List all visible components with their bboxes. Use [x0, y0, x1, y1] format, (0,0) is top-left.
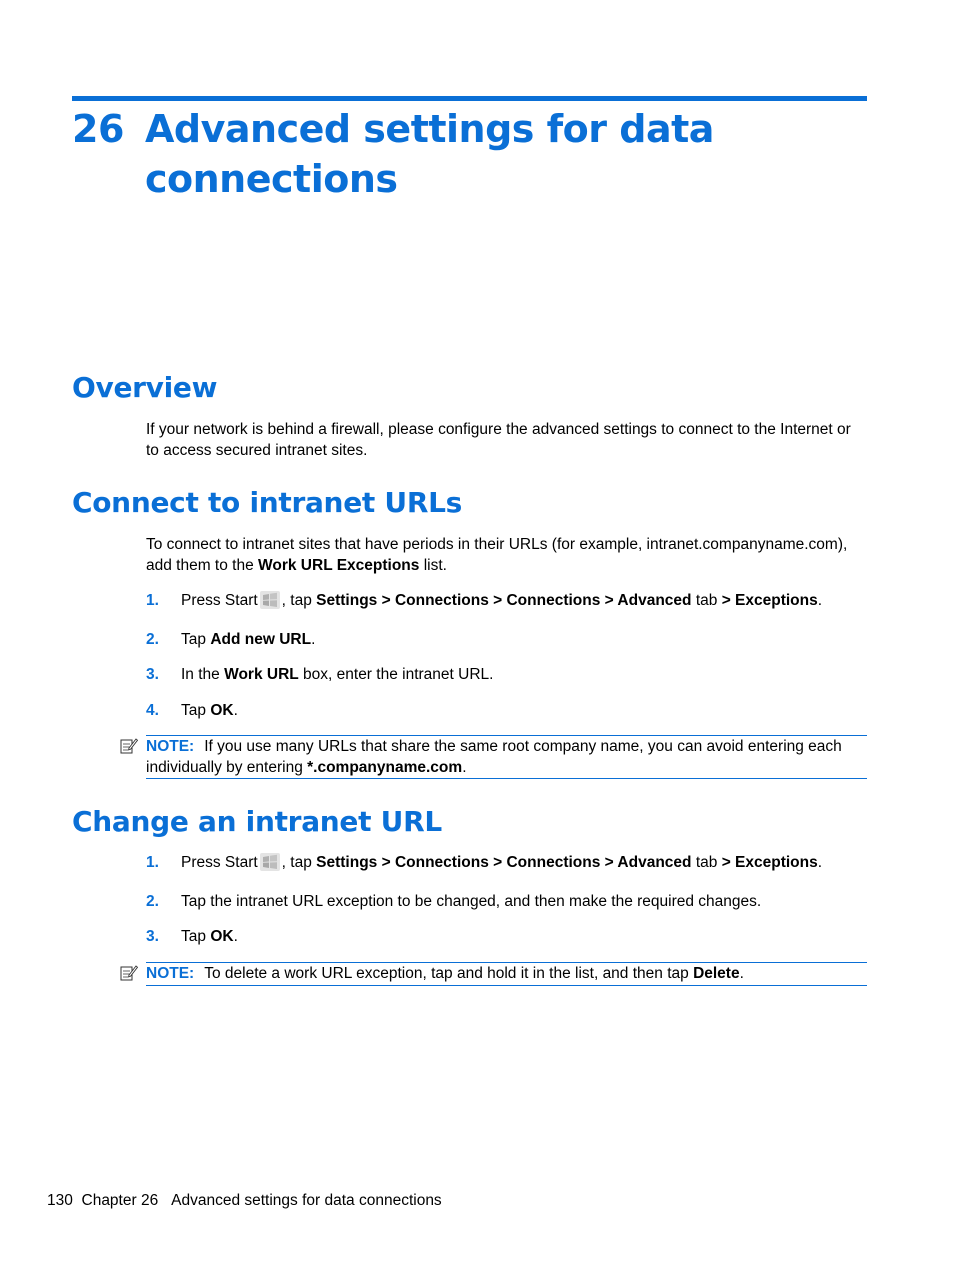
note-text	[146, 736, 867, 778]
footer-title: Advanced settings for data connections	[171, 1192, 442, 1209]
note-label: NOTE:	[146, 965, 195, 982]
connect-intro-text: To connect to intranet sites that have periods in their URLs (for example, intranet.companyname.com), add them to the	[146, 536, 848, 574]
step-number: 2.	[146, 631, 159, 648]
step-text: Tap	[181, 928, 211, 945]
step-text: , tap	[281, 854, 317, 871]
step-bold: Work URL	[224, 666, 299, 683]
note-pencil-icon	[120, 964, 138, 982]
chapter-rule	[72, 96, 867, 101]
step-text: In the	[181, 666, 225, 683]
step-number: 1.	[146, 854, 159, 871]
note-text	[146, 963, 867, 984]
windows-start-icon	[260, 591, 280, 609]
change-note	[120, 962, 867, 986]
note-end: .	[739, 965, 744, 982]
note-body: If you use many URLs that share the same root company name, you can avoid entering each individually by entering	[146, 738, 842, 776]
step-text: box, enter the intranet URL.	[298, 666, 494, 683]
connect-intro	[146, 534, 868, 576]
work-url-exceptions-label: Work URL Exceptions	[258, 557, 420, 574]
step-text: .	[311, 631, 316, 648]
note-bold: Delete	[693, 965, 740, 982]
step-text: Tap	[181, 702, 211, 719]
step-number: 3.	[146, 928, 159, 945]
note-rule-bottom	[146, 778, 867, 779]
step-text: Press Start	[181, 854, 258, 871]
change-heading: Change an intranet URL	[72, 805, 442, 838]
step-path: > Exceptions	[721, 592, 818, 609]
step-bold: Add new URL	[210, 631, 312, 648]
step-text: .	[233, 928, 238, 945]
connect-intro-end: list.	[419, 557, 447, 574]
chapter-number: 26	[72, 107, 124, 151]
chapter-title-line1: Advanced settings for data	[145, 107, 714, 151]
step-bold: OK	[210, 928, 234, 945]
step-text: .	[233, 702, 238, 719]
chapter-title-line2: connections	[145, 157, 398, 201]
step-number: 3.	[146, 666, 159, 683]
step-number: 4.	[146, 702, 159, 719]
step-text: tab	[691, 592, 722, 609]
page-number: 130	[47, 1192, 73, 1209]
connect-heading: Connect to intranet URLs	[72, 486, 463, 519]
step-path: Settings > Connections > Connections > Advanced	[316, 592, 692, 609]
step-text: Press Start	[181, 592, 258, 609]
step-text: .	[817, 854, 823, 871]
step-path: Settings > Connections > Connections > Advanced	[316, 854, 692, 871]
footer-chapter: Chapter 26	[81, 1192, 159, 1209]
windows-start-icon	[260, 853, 280, 871]
page-footer	[47, 1190, 442, 1211]
step-text: Tap	[181, 631, 211, 648]
step-number: 1.	[146, 592, 159, 609]
step-number: 2.	[146, 893, 159, 910]
step-text: tab	[691, 854, 722, 871]
note-body: To delete a work URL exception, tap and hold it in the list, and then tap	[204, 965, 694, 982]
note-bold: *.companyname.com	[307, 759, 463, 776]
step-path: > Exceptions	[721, 854, 818, 871]
step-text: , tap	[281, 592, 317, 609]
overview-body: If your network is behind a firewall, please configure the advanced settings to connect to the Internet or to access secured intranet sites.	[146, 421, 851, 459]
step-text: Tap the intranet URL exception to be changed, and then make the required changes.	[181, 893, 762, 910]
overview-heading: Overview	[72, 371, 218, 404]
note-pencil-icon	[120, 737, 138, 755]
connect-note	[120, 735, 867, 779]
note-end: .	[462, 759, 467, 776]
step-text: .	[817, 592, 823, 609]
note-label: NOTE:	[146, 738, 195, 755]
step-bold: OK	[210, 702, 234, 719]
note-rule-bottom	[146, 985, 867, 986]
